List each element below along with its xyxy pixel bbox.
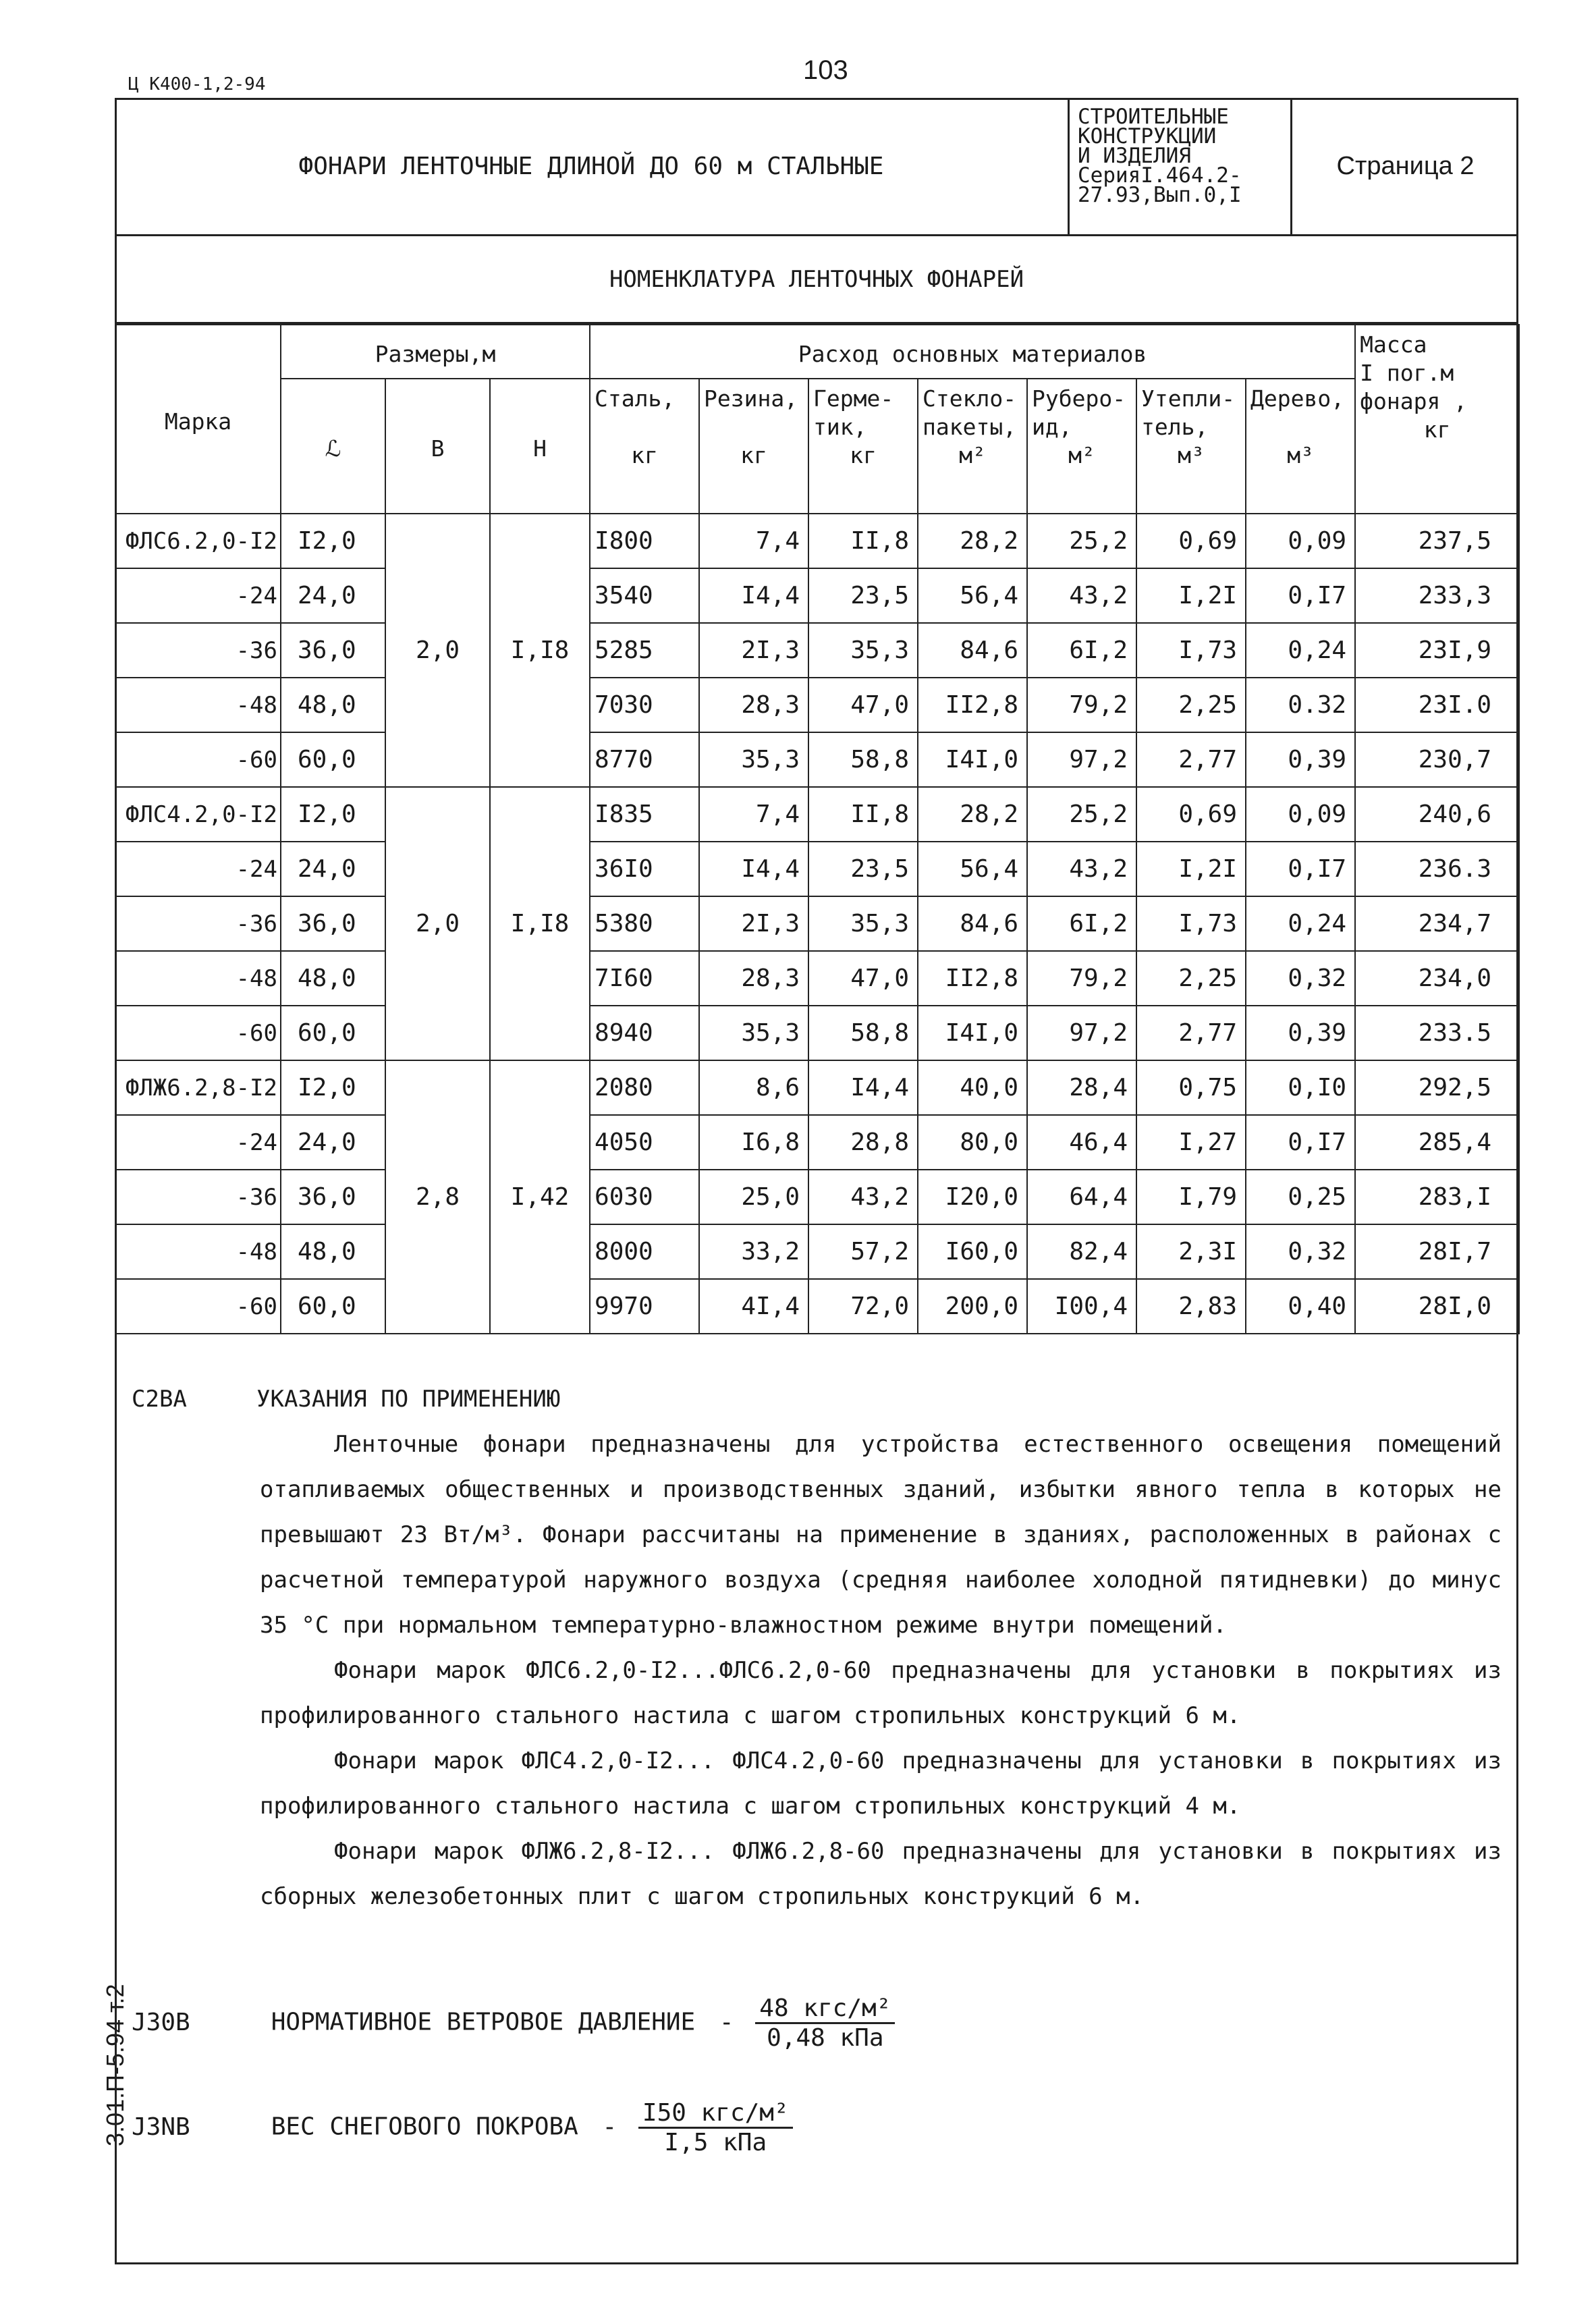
cell-mass: 28I,0 <box>1355 1279 1519 1334</box>
cell-ruberoid: I00,4 <box>1027 1279 1136 1334</box>
cell-glass: 28,2 <box>918 514 1027 568</box>
cell-glass: 40,0 <box>918 1060 1027 1115</box>
cell-ruberoid: 6I,2 <box>1027 623 1136 678</box>
cell-wood: 0,09 <box>1246 514 1355 568</box>
cell-rubber: 2I,3 <box>699 896 808 951</box>
cell-sealant: 28,8 <box>808 1115 918 1170</box>
cell-length: 48,0 <box>281 678 385 732</box>
cell-width: 2,8 <box>385 1060 490 1334</box>
header-insulation: Утепли- тель, м³ <box>1136 379 1246 514</box>
cell-insulation: I,2I <box>1136 568 1246 623</box>
cell-sealant: 58,8 <box>808 1006 918 1060</box>
cell-insulation: 0,69 <box>1136 787 1246 842</box>
series-line: КОНСТРУКЦИИ <box>1078 124 1217 148</box>
snow-load <box>132 2099 793 2156</box>
snow-denominator: I,5 кПа <box>664 2129 767 2156</box>
cell-mass: 233,3 <box>1355 568 1519 623</box>
cell-height: I,I8 <box>490 787 590 1060</box>
table-row <box>115 514 1519 568</box>
cell-wood: 0,39 <box>1246 732 1355 787</box>
cell-steel: 6030 <box>590 1170 699 1224</box>
cell-mark: ФЛС4.2,0-I2 <box>115 787 281 842</box>
table-row <box>115 1170 1519 1224</box>
cell-mass: 234,0 <box>1355 951 1519 1006</box>
cell-sealant: II,8 <box>808 787 918 842</box>
cell-ruberoid: 79,2 <box>1027 951 1136 1006</box>
cell-mass: 28I,7 <box>1355 1224 1519 1279</box>
page-number: 103 <box>803 55 848 85</box>
cell-wood: 0.32 <box>1246 678 1355 732</box>
cell-height: I,I8 <box>490 514 590 787</box>
cell-wood: 0,I0 <box>1246 1060 1355 1115</box>
wind-dash: - <box>719 2008 734 2036</box>
cell-wood: 0,32 <box>1246 1224 1355 1279</box>
cell-sealant: II,8 <box>808 514 918 568</box>
cell-width: 2,0 <box>385 787 490 1060</box>
table-row <box>115 732 1519 787</box>
cell-sealant: 57,2 <box>808 1224 918 1279</box>
cell-mark: -48 <box>115 678 281 732</box>
cell-mass: 234,7 <box>1355 896 1519 951</box>
cell-mark: -60 <box>115 732 281 787</box>
cell-rubber: 25,0 <box>699 1170 808 1224</box>
wind-value <box>755 1994 895 2052</box>
cell-steel: 4050 <box>590 1115 699 1170</box>
cell-mark: -36 <box>115 623 281 678</box>
cell-wood: 0,32 <box>1246 951 1355 1006</box>
cell-wood: 0,40 <box>1246 1279 1355 1334</box>
cell-sealant: 58,8 <box>808 732 918 787</box>
cell-length: 60,0 <box>281 1006 385 1060</box>
table-row <box>115 1279 1519 1334</box>
cell-length: 36,0 <box>281 1170 385 1224</box>
wind-label: НОРМАТИВНОЕ ВЕТРОВОЕ ДАВЛЕНИЕ <box>271 2008 696 2036</box>
cell-ruberoid: 97,2 <box>1027 1006 1136 1060</box>
cell-mass: 23I,9 <box>1355 623 1519 678</box>
snow-code: J3NВ <box>132 2113 190 2141</box>
cell-insulation: 2,25 <box>1136 951 1246 1006</box>
cell-length: 48,0 <box>281 951 385 1006</box>
cell-wood: 0,I7 <box>1246 568 1355 623</box>
cell-mark: -60 <box>115 1006 281 1060</box>
table-row <box>115 623 1519 678</box>
cell-sealant: I4,4 <box>808 1060 918 1115</box>
cell-mark: -24 <box>115 1115 281 1170</box>
nomenclature-table <box>115 324 1520 1334</box>
cell-glass: I4I,0 <box>918 1006 1027 1060</box>
cell-mark: -60 <box>115 1279 281 1334</box>
cell-mass: 23I.0 <box>1355 678 1519 732</box>
snow-value <box>638 2099 793 2156</box>
cell-rubber: 2I,3 <box>699 623 808 678</box>
cell-glass: 84,6 <box>918 623 1027 678</box>
cell-rubber: I4,4 <box>699 842 808 896</box>
cell-rubber: 35,3 <box>699 1006 808 1060</box>
usage-heading: УКАЗАНИЯ ПО ПРИМЕНЕНИЮ <box>256 1386 561 1413</box>
title-block <box>115 98 1518 236</box>
cell-steel: 5285 <box>590 623 699 678</box>
cell-length: I2,0 <box>281 514 385 568</box>
cell-ruberoid: 97,2 <box>1027 732 1136 787</box>
cell-rubber: 4I,4 <box>699 1279 808 1334</box>
usage-paragraph: Фонари марок ФЛЖ6.2,8-I2... ФЛЖ6.2,8-60 предназначены для установки в покрытиях из сборных железобетонных плит с шагом стропильных конструкций 6 м. <box>260 1838 1502 1910</box>
cell-mass: 233.5 <box>1355 1006 1519 1060</box>
document-code: Ц К400-1,2-94 <box>128 74 266 94</box>
usage-paragraph: Ленточные фонари предназначены для устройства естественного освещения помещений отапливаемых общественных и производственных зданий, избытки явного тепла в которых не превышают 23 Вт/м³. Фонари рассчитаны на применение в зданиях, расположенных в районах с расчетной температурой наружного воздуха (средняя наиболее холодной пятидневки) до минус 35 °С при нормальном температурно-влажностном режиме внутри помещений. <box>260 1431 1502 1639</box>
cell-rubber: 28,3 <box>699 951 808 1006</box>
cell-glass: 80,0 <box>918 1115 1027 1170</box>
document-title: ФОНАРИ ЛЕНТОЧНЫЕ ДЛИНОЙ ДО 60 м СТАЛЬНЫЕ <box>115 98 1070 234</box>
cell-ruberoid: 6I,2 <box>1027 896 1136 951</box>
cell-glass: II2,8 <box>918 951 1027 1006</box>
cell-sealant: 23,5 <box>808 842 918 896</box>
cell-wood: 0,I7 <box>1246 1115 1355 1170</box>
header-glass: Стекло- пакеты, м² <box>918 379 1027 514</box>
wind-numerator: 48 кгс/м² <box>755 1994 895 2024</box>
cell-sealant: 35,3 <box>808 623 918 678</box>
wind-code: J30В <box>132 2008 190 2036</box>
cell-insulation: 2,83 <box>1136 1279 1246 1334</box>
usage-heading-row <box>132 1377 1502 1422</box>
table-row <box>115 787 1519 842</box>
cell-glass: I60,0 <box>918 1224 1027 1279</box>
cell-insulation: 2,77 <box>1136 732 1246 787</box>
wind-pressure <box>132 1994 895 2052</box>
cell-sealant: 43,2 <box>808 1170 918 1224</box>
cell-length: 48,0 <box>281 1224 385 1279</box>
cell-length: 24,0 <box>281 568 385 623</box>
cell-length: I2,0 <box>281 787 385 842</box>
cell-ruberoid: 82,4 <box>1027 1224 1136 1279</box>
cell-rubber: I6,8 <box>699 1115 808 1170</box>
table-body <box>115 514 1519 1334</box>
header-sealant: Герме- тик, кг <box>808 379 918 514</box>
cell-glass: I4I,0 <box>918 732 1027 787</box>
usage-paragraph: Фонари марок ФЛС6.2,0-I2...ФЛС6.2,0-60 предназначены для установки в покрытиях из профилированного стального настила с шагом стропильных конструкций 6 м. <box>260 1657 1502 1729</box>
cell-steel: I800 <box>590 514 699 568</box>
cell-rubber: 28,3 <box>699 678 808 732</box>
cell-sealant: 23,5 <box>808 568 918 623</box>
cell-mass: 292,5 <box>1355 1060 1519 1115</box>
cell-ruberoid: 28,4 <box>1027 1060 1136 1115</box>
cell-insulation: 2,3I <box>1136 1224 1246 1279</box>
header-wood: Дерево, м³ <box>1246 379 1355 514</box>
cell-glass: 56,4 <box>918 842 1027 896</box>
header-rubber: Резина, кг <box>699 379 808 514</box>
cell-steel: 7I60 <box>590 951 699 1006</box>
header-sizes: Размеры,м <box>281 325 590 379</box>
table-row <box>115 1006 1519 1060</box>
cell-insulation: I,2I <box>1136 842 1246 896</box>
header-materials: Расход основных материалов <box>590 325 1355 379</box>
cell-mark: ФЛС6.2,0-I2 <box>115 514 281 568</box>
cell-glass: 56,4 <box>918 568 1027 623</box>
page-label: Страница 2 <box>1336 151 1475 180</box>
cell-mass: 240,6 <box>1355 787 1519 842</box>
header-mark: Марка <box>115 325 281 514</box>
side-note: 3.01.П-5.94 т.2 <box>101 1984 129 2146</box>
cell-mark: -48 <box>115 1224 281 1279</box>
table-row <box>115 1115 1519 1170</box>
cell-mass: 237,5 <box>1355 514 1519 568</box>
cell-steel: I835 <box>590 787 699 842</box>
cell-mark: -36 <box>115 896 281 951</box>
cell-glass: II2,8 <box>918 678 1027 732</box>
cell-ruberoid: 25,2 <box>1027 787 1136 842</box>
cell-rubber: 35,3 <box>699 732 808 787</box>
cell-steel: 8770 <box>590 732 699 787</box>
usage-code: С2ВА <box>132 1386 187 1413</box>
cell-ruberoid: 43,2 <box>1027 842 1136 896</box>
usage-section <box>132 1377 1502 1920</box>
series-line: СерияI.464.2- <box>1078 163 1242 188</box>
header-mass: Масса I пог.м фонаря , кг <box>1355 325 1519 514</box>
cell-glass: 28,2 <box>918 787 1027 842</box>
cell-length: 60,0 <box>281 1279 385 1334</box>
table-title: НОМЕНКЛАТУРА ЛЕНТОЧНЫХ ФОНАРЕЙ <box>115 236 1518 324</box>
cell-glass: 84,6 <box>918 896 1027 951</box>
table-row <box>115 951 1519 1006</box>
series-line: 27.93,Вып.0,I <box>1078 183 1242 207</box>
cell-length: I2,0 <box>281 1060 385 1115</box>
cell-length: 36,0 <box>281 623 385 678</box>
header-ruberoid: Руберо- ид, м² <box>1027 379 1136 514</box>
snow-label: ВЕС СНЕГОВОГО ПОКРОВА <box>271 2113 578 2141</box>
table-row <box>115 1224 1519 1279</box>
table-row <box>115 678 1519 732</box>
cell-mark: -48 <box>115 951 281 1006</box>
cell-sealant: 47,0 <box>808 951 918 1006</box>
cell-mark: ФЛЖ6.2,8-I2 <box>115 1060 281 1115</box>
cell-mass: 230,7 <box>1355 732 1519 787</box>
cell-rubber: 7,4 <box>699 514 808 568</box>
cell-steel: 9970 <box>590 1279 699 1334</box>
usage-paragraph: Фонари марок ФЛС4.2,0-I2... ФЛС4.2,0-60 предназначены для установки в покрытиях из профилированного стального настила с шагом стропильных конструкций 4 м. <box>260 1747 1502 1820</box>
cell-mass: 285,4 <box>1355 1115 1519 1170</box>
cell-insulation: I,73 <box>1136 623 1246 678</box>
cell-mark: -36 <box>115 1170 281 1224</box>
cell-ruberoid: 64,4 <box>1027 1170 1136 1224</box>
snow-numerator: I50 кгс/м² <box>638 2099 793 2129</box>
cell-mark: -24 <box>115 568 281 623</box>
cell-steel: 8940 <box>590 1006 699 1060</box>
series-line: СТРОИТЕЛЬНЫЕ <box>1078 105 1229 129</box>
cell-steel: 3540 <box>590 568 699 623</box>
cell-rubber: I4,4 <box>699 568 808 623</box>
cell-rubber: 7,4 <box>699 787 808 842</box>
cell-wood: 0,39 <box>1246 1006 1355 1060</box>
cell-width: 2,0 <box>385 514 490 787</box>
cell-glass: 200,0 <box>918 1279 1027 1334</box>
header-steel: Сталь, кг <box>590 379 699 514</box>
cell-glass: I20,0 <box>918 1170 1027 1224</box>
table-row <box>115 1060 1519 1115</box>
cell-steel: 2080 <box>590 1060 699 1115</box>
cell-wood: 0,25 <box>1246 1170 1355 1224</box>
cell-wood: 0,09 <box>1246 787 1355 842</box>
cell-length: 36,0 <box>281 896 385 951</box>
cell-height: I,42 <box>490 1060 590 1334</box>
series-info <box>1070 98 1292 234</box>
cell-mass: 236.3 <box>1355 842 1519 896</box>
cell-wood: 0,I7 <box>1246 842 1355 896</box>
cell-steel: 36I0 <box>590 842 699 896</box>
header-length: ℒ <box>281 379 385 514</box>
cell-mark: -24 <box>115 842 281 896</box>
cell-ruberoid: 25,2 <box>1027 514 1136 568</box>
wind-denominator: 0,48 кПа <box>767 2024 884 2052</box>
cell-insulation: I,27 <box>1136 1115 1246 1170</box>
cell-length: 24,0 <box>281 842 385 896</box>
cell-mass: 283,I <box>1355 1170 1519 1224</box>
cell-steel: 8000 <box>590 1224 699 1279</box>
table-row <box>115 568 1519 623</box>
cell-sealant: 47,0 <box>808 678 918 732</box>
cell-insulation: 0,75 <box>1136 1060 1246 1115</box>
cell-insulation: I,79 <box>1136 1170 1246 1224</box>
cell-sealant: 35,3 <box>808 896 918 951</box>
cell-steel: 7030 <box>590 678 699 732</box>
cell-rubber: 8,6 <box>699 1060 808 1115</box>
header-width: B <box>385 379 490 514</box>
cell-ruberoid: 79,2 <box>1027 678 1136 732</box>
table-row <box>115 842 1519 896</box>
cell-rubber: 33,2 <box>699 1224 808 1279</box>
cell-insulation: 0,69 <box>1136 514 1246 568</box>
snow-dash: - <box>602 2113 617 2141</box>
cell-wood: 0,24 <box>1246 896 1355 951</box>
cell-steel: 5380 <box>590 896 699 951</box>
header-height: H <box>490 379 590 514</box>
cell-insulation: 2,25 <box>1136 678 1246 732</box>
cell-insulation: I,73 <box>1136 896 1246 951</box>
cell-insulation: 2,77 <box>1136 1006 1246 1060</box>
cell-length: 24,0 <box>281 1115 385 1170</box>
cell-wood: 0,24 <box>1246 623 1355 678</box>
cell-sealant: 72,0 <box>808 1279 918 1334</box>
cell-length: 60,0 <box>281 732 385 787</box>
series-line: И ИЗДЕЛИЯ <box>1078 144 1191 168</box>
table-row <box>115 896 1519 951</box>
cell-ruberoid: 46,4 <box>1027 1115 1136 1170</box>
cell-ruberoid: 43,2 <box>1027 568 1136 623</box>
